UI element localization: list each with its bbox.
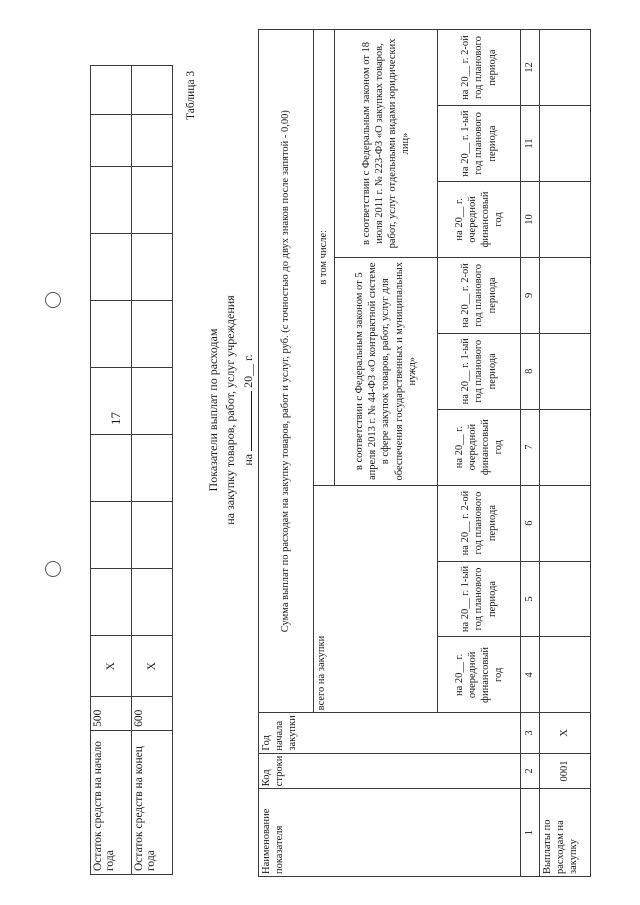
row-code: 500: [91, 697, 132, 731]
period-header: на 20__ г. 2-ой год планового периода: [438, 485, 521, 561]
column-number: 3: [521, 713, 540, 753]
empty-cell: [91, 115, 132, 166]
row-mark: X: [91, 636, 132, 697]
column-number-row: [521, 30, 540, 877]
header-name: Наименование показателя: [259, 789, 521, 877]
empty-cell: [91, 502, 132, 569]
header-total: всего на закупки: [314, 485, 438, 713]
header-sum: Сумма выплат по расходам на закупку товаров, работ и услуг, руб. (с точностью до двух знаков после запятой - 0,00): [259, 30, 314, 713]
empty-cell: [540, 485, 591, 561]
title-line: на закупку товаров, работ, услуг учреждения: [223, 295, 238, 525]
punch-hole-mark: [45, 292, 61, 308]
period-header: на 20__ г. 2-ой год планового периода: [438, 257, 521, 333]
empty-cell: [540, 561, 591, 637]
row-code: 600: [132, 697, 173, 731]
empty-cell: [540, 30, 591, 106]
period-header: на 20__ г. 2-ой год планового периода: [438, 30, 521, 106]
empty-cell: [540, 637, 591, 713]
table-title: [205, 95, 257, 725]
title-prefix: на: [240, 453, 255, 466]
period-header: на 20__ г. очередной финансовый год: [438, 637, 521, 713]
empty-cell: [91, 367, 132, 434]
empty-cell: [91, 434, 132, 501]
table-label: Таблица 3: [185, 70, 197, 120]
empty-cell: [540, 106, 591, 182]
empty-cell: [91, 166, 132, 233]
row-code: 0001: [540, 753, 591, 789]
punch-hole-mark: [45, 561, 61, 577]
period-header: на 20__ г. 1-ый год планового периода: [438, 106, 521, 182]
empty-cell: [132, 367, 173, 434]
column-number: 6: [521, 485, 540, 561]
header-code: Код строки: [259, 753, 521, 789]
header-year: Год начала закупки: [259, 713, 521, 753]
column-number: 5: [521, 561, 540, 637]
empty-cell: [132, 300, 173, 367]
page-number: 17: [108, 412, 123, 425]
column-number: 4: [521, 637, 540, 713]
table-row: [91, 66, 132, 875]
empty-cell: [91, 300, 132, 367]
column-number: 8: [521, 333, 540, 409]
payments-table: [258, 29, 591, 877]
blank-line: [240, 391, 252, 451]
column-number: 12: [521, 30, 540, 106]
empty-cell: [132, 66, 173, 115]
column-number: 2: [521, 753, 540, 789]
title-suffix: 20__ г.: [240, 354, 255, 388]
empty-cell: [132, 115, 173, 166]
empty-cell: [540, 181, 591, 257]
empty-cell: [132, 569, 173, 636]
row-label: Остаток средств на начало года: [91, 730, 132, 874]
row-mark: X: [132, 636, 173, 697]
row-label: Остаток средств на конец года: [132, 730, 173, 874]
empty-cell: [132, 233, 173, 300]
column-number: 9: [521, 257, 540, 333]
period-header: на 20__ г. 1-ый год планового периода: [438, 333, 521, 409]
title-line: Показатели выплат по расходам: [206, 328, 220, 492]
header-row: [259, 30, 314, 877]
empty-cell: [91, 569, 132, 636]
table-row: [132, 66, 173, 875]
header-including: в том числе:: [314, 30, 335, 486]
empty-cell: [91, 66, 132, 115]
row-name: Выплаты по расходам на закупку: [540, 789, 591, 877]
column-number: 7: [521, 409, 540, 485]
row-year: X: [540, 713, 591, 753]
header-law-44: в соответствии с Федеральным законом от 5 апреля 2013 г. № 44-ФЗ «О контрактной системе в сфере закупок товаров, работ, услуг для обеспечения государственных и муниципальных нужд»: [335, 257, 438, 485]
period-header: на 20__ г. очередной финансовый год: [438, 181, 521, 257]
empty-cell: [132, 502, 173, 569]
column-number: 11: [521, 106, 540, 182]
title-line-date: [240, 95, 257, 725]
empty-cell: [540, 409, 591, 485]
balance-table: [90, 65, 173, 875]
period-header: на 20__ г. 1-ый год планового периода: [438, 561, 521, 637]
period-header: на 20__ г. очередной финансовый год: [438, 409, 521, 485]
column-number: 1: [521, 789, 540, 877]
empty-cell: [91, 233, 132, 300]
empty-cell: [540, 257, 591, 333]
header-law-223: в соответствии с Федеральным законом от 18 июля 2011 г. № 223-ФЗ «О закупках товаров, работ, услуг отдельными видами юридических лиц»: [335, 30, 438, 258]
table-row: [540, 30, 591, 877]
empty-cell: [540, 333, 591, 409]
empty-cell: [132, 166, 173, 233]
column-number: 10: [521, 181, 540, 257]
empty-cell: [132, 434, 173, 501]
